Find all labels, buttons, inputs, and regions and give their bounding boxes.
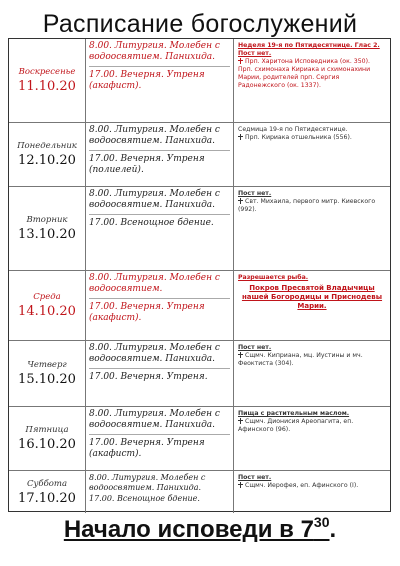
saints-cell xyxy=(234,471,390,513)
day-date: 13.10.20 xyxy=(18,227,76,242)
saints-text: Сщмч. Дионисия Ареопагита, еп. Афинского (96). xyxy=(238,418,354,433)
day-cell xyxy=(9,271,86,340)
day-cell xyxy=(9,471,86,513)
fast-note: Пища с растительным маслом. xyxy=(238,410,350,417)
saints-cell xyxy=(234,123,390,186)
service-evening: 17.00. Вечерня. Утреня (акафист). xyxy=(89,438,205,459)
fast-note: Пост нет. xyxy=(238,190,272,197)
day-name: Пятница xyxy=(25,425,69,435)
day-name: Вторник xyxy=(26,215,68,225)
day-name: Четверг xyxy=(27,360,67,370)
cross-icon xyxy=(238,418,243,424)
fast-note: Пост нет. xyxy=(238,474,272,481)
saints-cell xyxy=(234,187,390,270)
week-note: Неделя 19-я по Пятидесятнице. Глас 2. xyxy=(238,42,380,49)
services-cell xyxy=(86,187,234,270)
service-morning: 8.00. Литургия. Молебен с водоосвятием. xyxy=(89,273,220,294)
day-date: 14.10.20 xyxy=(18,304,76,319)
day-date: 12.10.20 xyxy=(18,153,76,168)
divider xyxy=(89,150,230,151)
divider xyxy=(89,66,230,67)
service-morning: 8.00. Литургия. Молебен с водоосвятием. Панихида. xyxy=(89,125,220,146)
day-date: 15.10.20 xyxy=(18,372,76,387)
table-row xyxy=(9,123,390,187)
services-cell xyxy=(86,271,234,340)
saints-cell xyxy=(234,39,390,122)
divider xyxy=(89,368,230,369)
divider xyxy=(89,298,230,299)
day-name: Среда xyxy=(33,292,61,302)
day-cell xyxy=(9,123,86,186)
fast-note: Пост нет. xyxy=(238,50,272,57)
table-row xyxy=(9,471,390,513)
fast-note: Разрешается рыба. xyxy=(238,274,309,281)
cross-icon xyxy=(238,58,243,64)
services-cell xyxy=(86,471,234,513)
day-date: 11.10.20 xyxy=(18,79,76,94)
service-evening: 17.00. Вечерня. Утреня. xyxy=(89,372,208,382)
table-row xyxy=(9,187,390,271)
services-cell xyxy=(86,123,234,186)
service-evening: 17.00. Всенощное бдение. xyxy=(89,218,214,228)
cross-icon xyxy=(238,198,243,204)
week-note: Седмица 19-я по Пятидесятнице. xyxy=(238,126,348,133)
divider xyxy=(89,434,230,435)
divider xyxy=(89,214,230,215)
saints-cell xyxy=(234,341,390,406)
day-cell xyxy=(9,39,86,122)
saints-text: Сщмч. Иерофея, еп. Афинского (I). xyxy=(238,482,386,490)
confession-dot: . xyxy=(329,516,337,543)
cross-icon xyxy=(238,134,243,140)
saints-text: Сщмч. Киприана, мц. Иустины и мч. Феоктиста (304). xyxy=(238,352,363,367)
saints-cell xyxy=(234,407,390,470)
cross-icon xyxy=(238,482,243,488)
saints-text: Прп. Харитона Исповедника (ок. 350). Прп. схимонаха Кириака и схимонахини Марии, родителей прп. Сергия Радонежского (ок. 1337). xyxy=(238,58,371,89)
service-morning: 8.00. Литургия. Молебен с водоосвятием. Панихида. xyxy=(89,343,220,364)
service-evening: 17.00. Вечерня. Утреня (акафист). xyxy=(89,70,205,91)
service-evening: 17.00. Всенощное бдение. xyxy=(89,494,200,503)
table-row xyxy=(9,407,390,471)
table-row xyxy=(9,271,390,341)
day-cell xyxy=(9,187,86,270)
day-date: 16.10.20 xyxy=(18,437,76,452)
day-name: Понедельник xyxy=(17,141,77,151)
service-morning: 8.00. Литургия. Молебен с водоосвятием. Панихида. xyxy=(89,409,220,430)
table-row xyxy=(9,39,390,123)
table-row xyxy=(9,341,390,407)
service-morning: 8.00. Литургия. Молебен с водоосвятием. Панихида. xyxy=(89,473,206,492)
saints-text: Свт. Михаила, первого митр. Киевского (992). xyxy=(238,198,376,213)
schedule-table xyxy=(8,38,391,512)
feast-title: Покров Пресвятой Владычицы нашей Богородицы и Приснодевы Марии. xyxy=(241,284,383,310)
service-evening: 17.00. Вечерня. Утреня (акафист). xyxy=(89,302,205,323)
fast-note: Пост нет. xyxy=(238,344,272,351)
service-morning: 8.00. Литургия. Молебен с водоосвятием. Панихида. xyxy=(89,41,220,62)
day-name: Воскресенье xyxy=(18,67,76,77)
confession-text: Начало исповеди в 7 xyxy=(63,516,314,543)
day-date: 17.10.20 xyxy=(18,490,76,506)
day-name: Суббота xyxy=(26,478,68,489)
services-cell xyxy=(86,407,234,470)
page-title: Расписание богослужений xyxy=(42,10,358,38)
saints-cell xyxy=(234,271,390,340)
day-cell xyxy=(9,407,86,470)
cross-icon xyxy=(238,352,243,358)
services-cell xyxy=(86,39,234,122)
confession-minutes: 30 xyxy=(313,514,330,530)
confession-notice xyxy=(0,514,400,544)
day-cell xyxy=(9,341,86,406)
service-morning: 8.00. Литургия. Молебен с водоосвятием. Панихида. xyxy=(89,189,220,210)
service-evening: 17.00. Вечерня. Утреня (полиелей). xyxy=(89,154,205,175)
services-cell xyxy=(86,341,234,406)
saints-text: Прп. Кириака отшельника (556). xyxy=(238,134,386,142)
